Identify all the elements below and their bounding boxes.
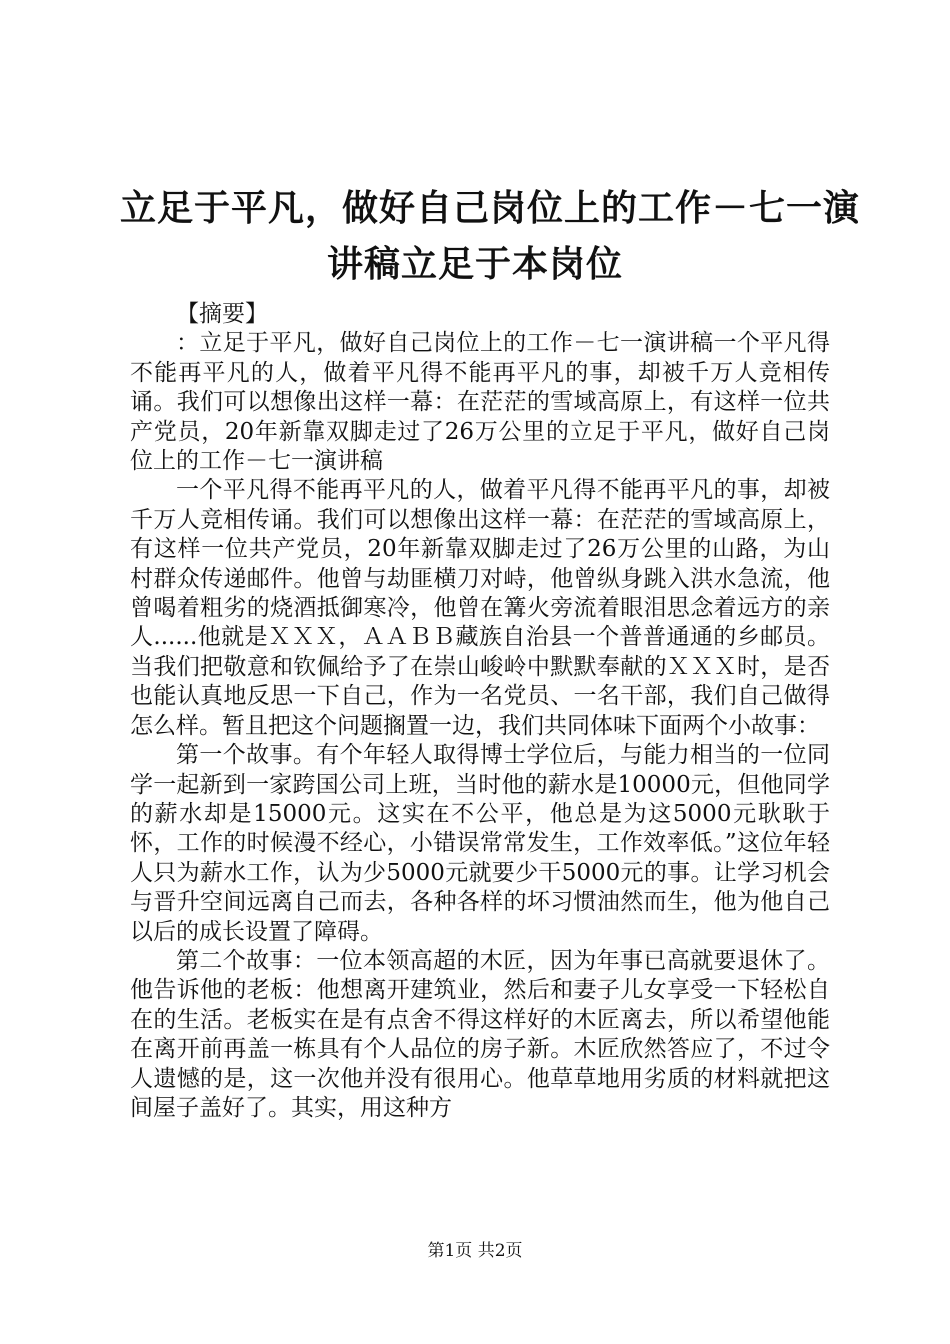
paragraph-abstract: ：立足于平凡，做好自己岗位上的工作－七一演讲稿一个平凡得不能再平凡的人，做着平凡得不能再平凡的事，却被千万人竞相传诵。我们可以想像出这样一幕：在茫茫的雪域高原上，有这样一位共产党员，20年新靠双脚走过了26万公里的立足于平凡，做好自己岗位上的工作－七一演讲稿 bbox=[130, 330, 830, 475]
paragraph-story-two: 第二个故事：一位本领高超的木匠，因为年事已高就要退休了。他告诉他的老板：他想离开建筑业，然后和妻子儿女享受一下轻松自在的生活。老板实在是有点舍不得这样好的木匠离去，所以希望他能在离开前再盖一栋具有个人品位的房子新。木匠欣然答应了，不过令人遗憾的是，这一次他并没有很用心。他草草地用劣质的材料就把这间屋子盖好了。其实，用这种方 bbox=[130, 947, 830, 1121]
document-title-line-2: 讲稿立足于本岗位 bbox=[326, 243, 623, 285]
document-title-line-1: 立足于平凡，做好自己岗位上的工作－七一演 bbox=[120, 187, 861, 229]
document-body bbox=[130, 300, 830, 1123]
paragraph-story-one: 第一个故事。有个年轻人取得博士学位后，与能力相当的一位同学一起新到一家跨国公司上班，当时他的薪水是10000元，但他同学的薪水却是15000元。这实在不公平，他总是为这5000元耿耿于怀，工作的时候漫不经心，小错误常常发生，工作效率低。”这位年轻人只为薪水工作，认为少5000元就要少干5000元的事。让学习机会与晋升空间远离自己而去，各种各样的坏习惯油然而生，他为他自己以后的成长设置了障碍。 bbox=[130, 742, 830, 945]
abstract-label: 【摘要】 bbox=[176, 301, 268, 327]
paragraph-intro: 一个平凡得不能再平凡的人，做着平凡得不能再平凡的事，却被千万人竞相传诵。我们可以想像出这样一幕：在茫茫的雪域高原上，有这样一位共产党员，20年新靠双脚走过了26万公里的山路，为山村群众传递邮件。他曾与劫匪横刀对峙，他曾纵身跳入洪水急流，他曾喝着粗劣的烧酒抵御寒冷，他曾在篝火旁流着眼泪思念着远方的亲人......他就是ＸＸＸ，ＡＡＢＢ藏族自治县一个普普通通的乡邮员。当我们把敬意和钦佩给予了在崇山峻岭中默默奉献的ＸＸＸ时，是否也能认真地反思一下自己，作为一名党员、一名干部，我们自己做得怎么样。暂且把这个问题搁置一边，我们共同体味下面两个小故事： bbox=[130, 477, 830, 739]
page-footer: 第1页 共2页 bbox=[427, 1241, 523, 1261]
